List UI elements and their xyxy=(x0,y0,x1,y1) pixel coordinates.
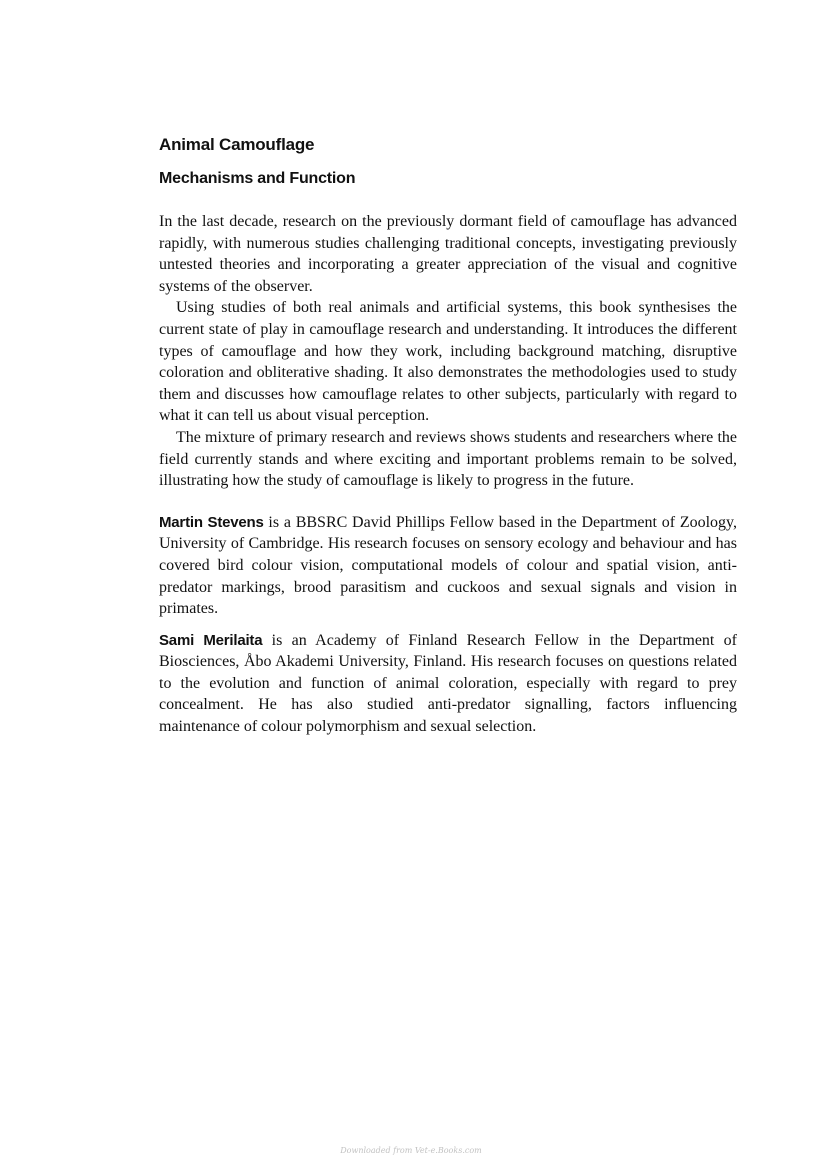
book-info-page xyxy=(159,134,737,748)
blurb-paragraph: The mixture of primary research and reviews shows students and researchers where the field currently stands and where exciting and important problems remain to be solved, illustrating how the study of camouflage is likely to progress in the future. xyxy=(159,428,737,490)
author-bio-text: is a BBSRC David Phillips Fellow based in the Department of Zoology, University of Cambridge. His research focuses on sensory ecology and behaviour and has covered bird colour vision, computational models of colour and spatial vision, anti-predator markings, brood parasitism and cuckoos and sexual signals and vision in primates. xyxy=(159,513,737,618)
book-blurb xyxy=(159,211,737,492)
author-bios xyxy=(159,512,737,738)
author-name: Sami Merilaita xyxy=(159,631,263,649)
book-subtitle: Mechanisms and Function xyxy=(159,170,356,187)
book-title: Animal Camouflage xyxy=(159,135,315,154)
download-watermark: Downloaded from Vet-e.Books.com xyxy=(340,1146,482,1155)
author-name: Martin Stevens xyxy=(159,513,264,531)
author-bio xyxy=(159,512,737,620)
blurb-paragraph: Using studies of both real animals and artificial systems, this book synthesises the current state of play in camouflage research and understanding. It introduces the different types of camouflage and how they work, including background matching, disruptive coloration and obliterative shading. It also demonstrates the methodologies used to study them and discusses how camouflage relates to other subjects, particularly with regard to what it can tell us about visual perception. xyxy=(159,299,737,425)
blurb-paragraph: In the last decade, research on the previously dormant field of camouflage has advanced rapidly, with numerous studies challenging traditional concepts, investigating previously untested theories and incorporating a greater appreciation of the visual and cognitive systems of the observer. xyxy=(159,213,737,295)
author-bio xyxy=(159,630,737,738)
author-bio-text: is an Academy of Finland Research Fellow in the Department of Biosciences, Åbo Akademi University, Finland. His research focuses on questions related to the evolution and function of animal coloration, especially with regard to prey concealment. He has also studied anti-predator signalling, factors influencing maintenance of colour polymorphism and sexual selection. xyxy=(159,631,737,736)
